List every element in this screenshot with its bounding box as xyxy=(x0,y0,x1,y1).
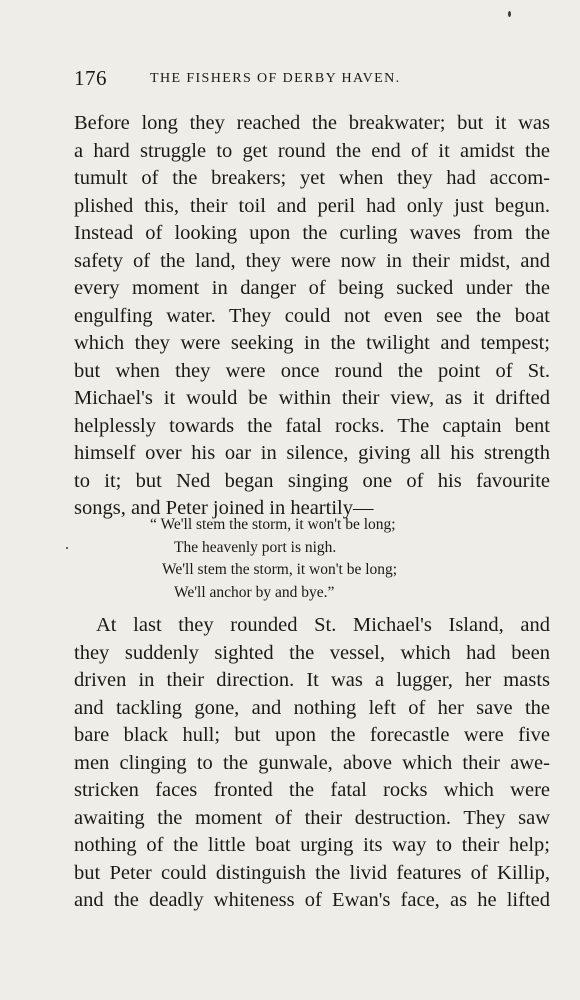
text-line: men clinging to the gunwale, above which their awe- xyxy=(74,751,550,774)
text-line: to it; but Ned began singing one of his favourite xyxy=(74,469,550,492)
text-line: Before long they reached the breakwater; but it was xyxy=(74,112,550,134)
text-line: which they were seeking in the twilight and tempest; xyxy=(74,332,550,354)
text-line: awaiting the moment of their destruction. They saw xyxy=(74,806,550,829)
text-line: they suddenly sighted the vessel, which had been xyxy=(74,641,550,664)
text-line: helplessly towards the fatal rocks. The captain bent xyxy=(74,414,550,437)
running-title: THE FISHERS OF DERBY HAVEN. xyxy=(150,71,401,86)
text-line: but Peter could distinguish the livid features of Killip, xyxy=(74,861,550,884)
text-line: songs, and Peter joined in heartily— xyxy=(74,497,374,519)
text-line: Instead of looking upon the curling waves from the xyxy=(74,222,550,244)
text-line: Michael's it would be within their view, as it drifted xyxy=(74,387,550,409)
verse-line: The heavenly port is nigh. xyxy=(174,538,337,556)
text-line: plished this, their toil and peril had only just begun. xyxy=(74,194,550,217)
text-line: and tackling gone, and nothing left of her save the xyxy=(74,696,550,719)
text-line: and the deadly whiteness of Ewan's face, as he lifted xyxy=(74,889,550,911)
ink-speck xyxy=(66,547,68,549)
text-line: every moment in danger of being sucked under the xyxy=(74,277,550,299)
text-line: engulfing water. They could not even see the boat xyxy=(74,304,550,327)
paragraph-1 xyxy=(74,110,550,523)
text-line: tumult of the breakers; yet when they had accom- xyxy=(74,167,550,189)
text-line: bare black hull; but upon the forecastle were five xyxy=(74,724,550,746)
text-line: stricken faces fronted the fatal rocks which were xyxy=(74,779,550,801)
text-line: but when they were once round the point of St. xyxy=(74,359,550,382)
verse-line: “ We'll stem the storm, it won't be long; xyxy=(150,516,396,533)
text-line: nothing of the little boat urging its way to their help; xyxy=(74,834,550,856)
text-line: At last they rounded St. Michael's Island, and xyxy=(96,614,550,636)
ink-speck xyxy=(508,11,511,17)
text-line: safety of the land, they were now in their midst, and xyxy=(74,249,550,272)
song-verse xyxy=(150,514,490,604)
text-line: a hard struggle to get round the end of it amidst the xyxy=(74,139,550,162)
text-line: driven in their direction. It was a lugger, her masts xyxy=(74,669,550,691)
paragraph-2 xyxy=(74,612,550,915)
verse-line: We'll stem the storm, it won't be long; xyxy=(162,561,398,578)
page-number: 176 xyxy=(74,66,107,90)
page-header xyxy=(74,66,552,94)
verse-line: We'll anchor by and bye.” xyxy=(174,583,335,601)
text-line: himself over his oar in silence, giving all his strength xyxy=(74,442,550,464)
